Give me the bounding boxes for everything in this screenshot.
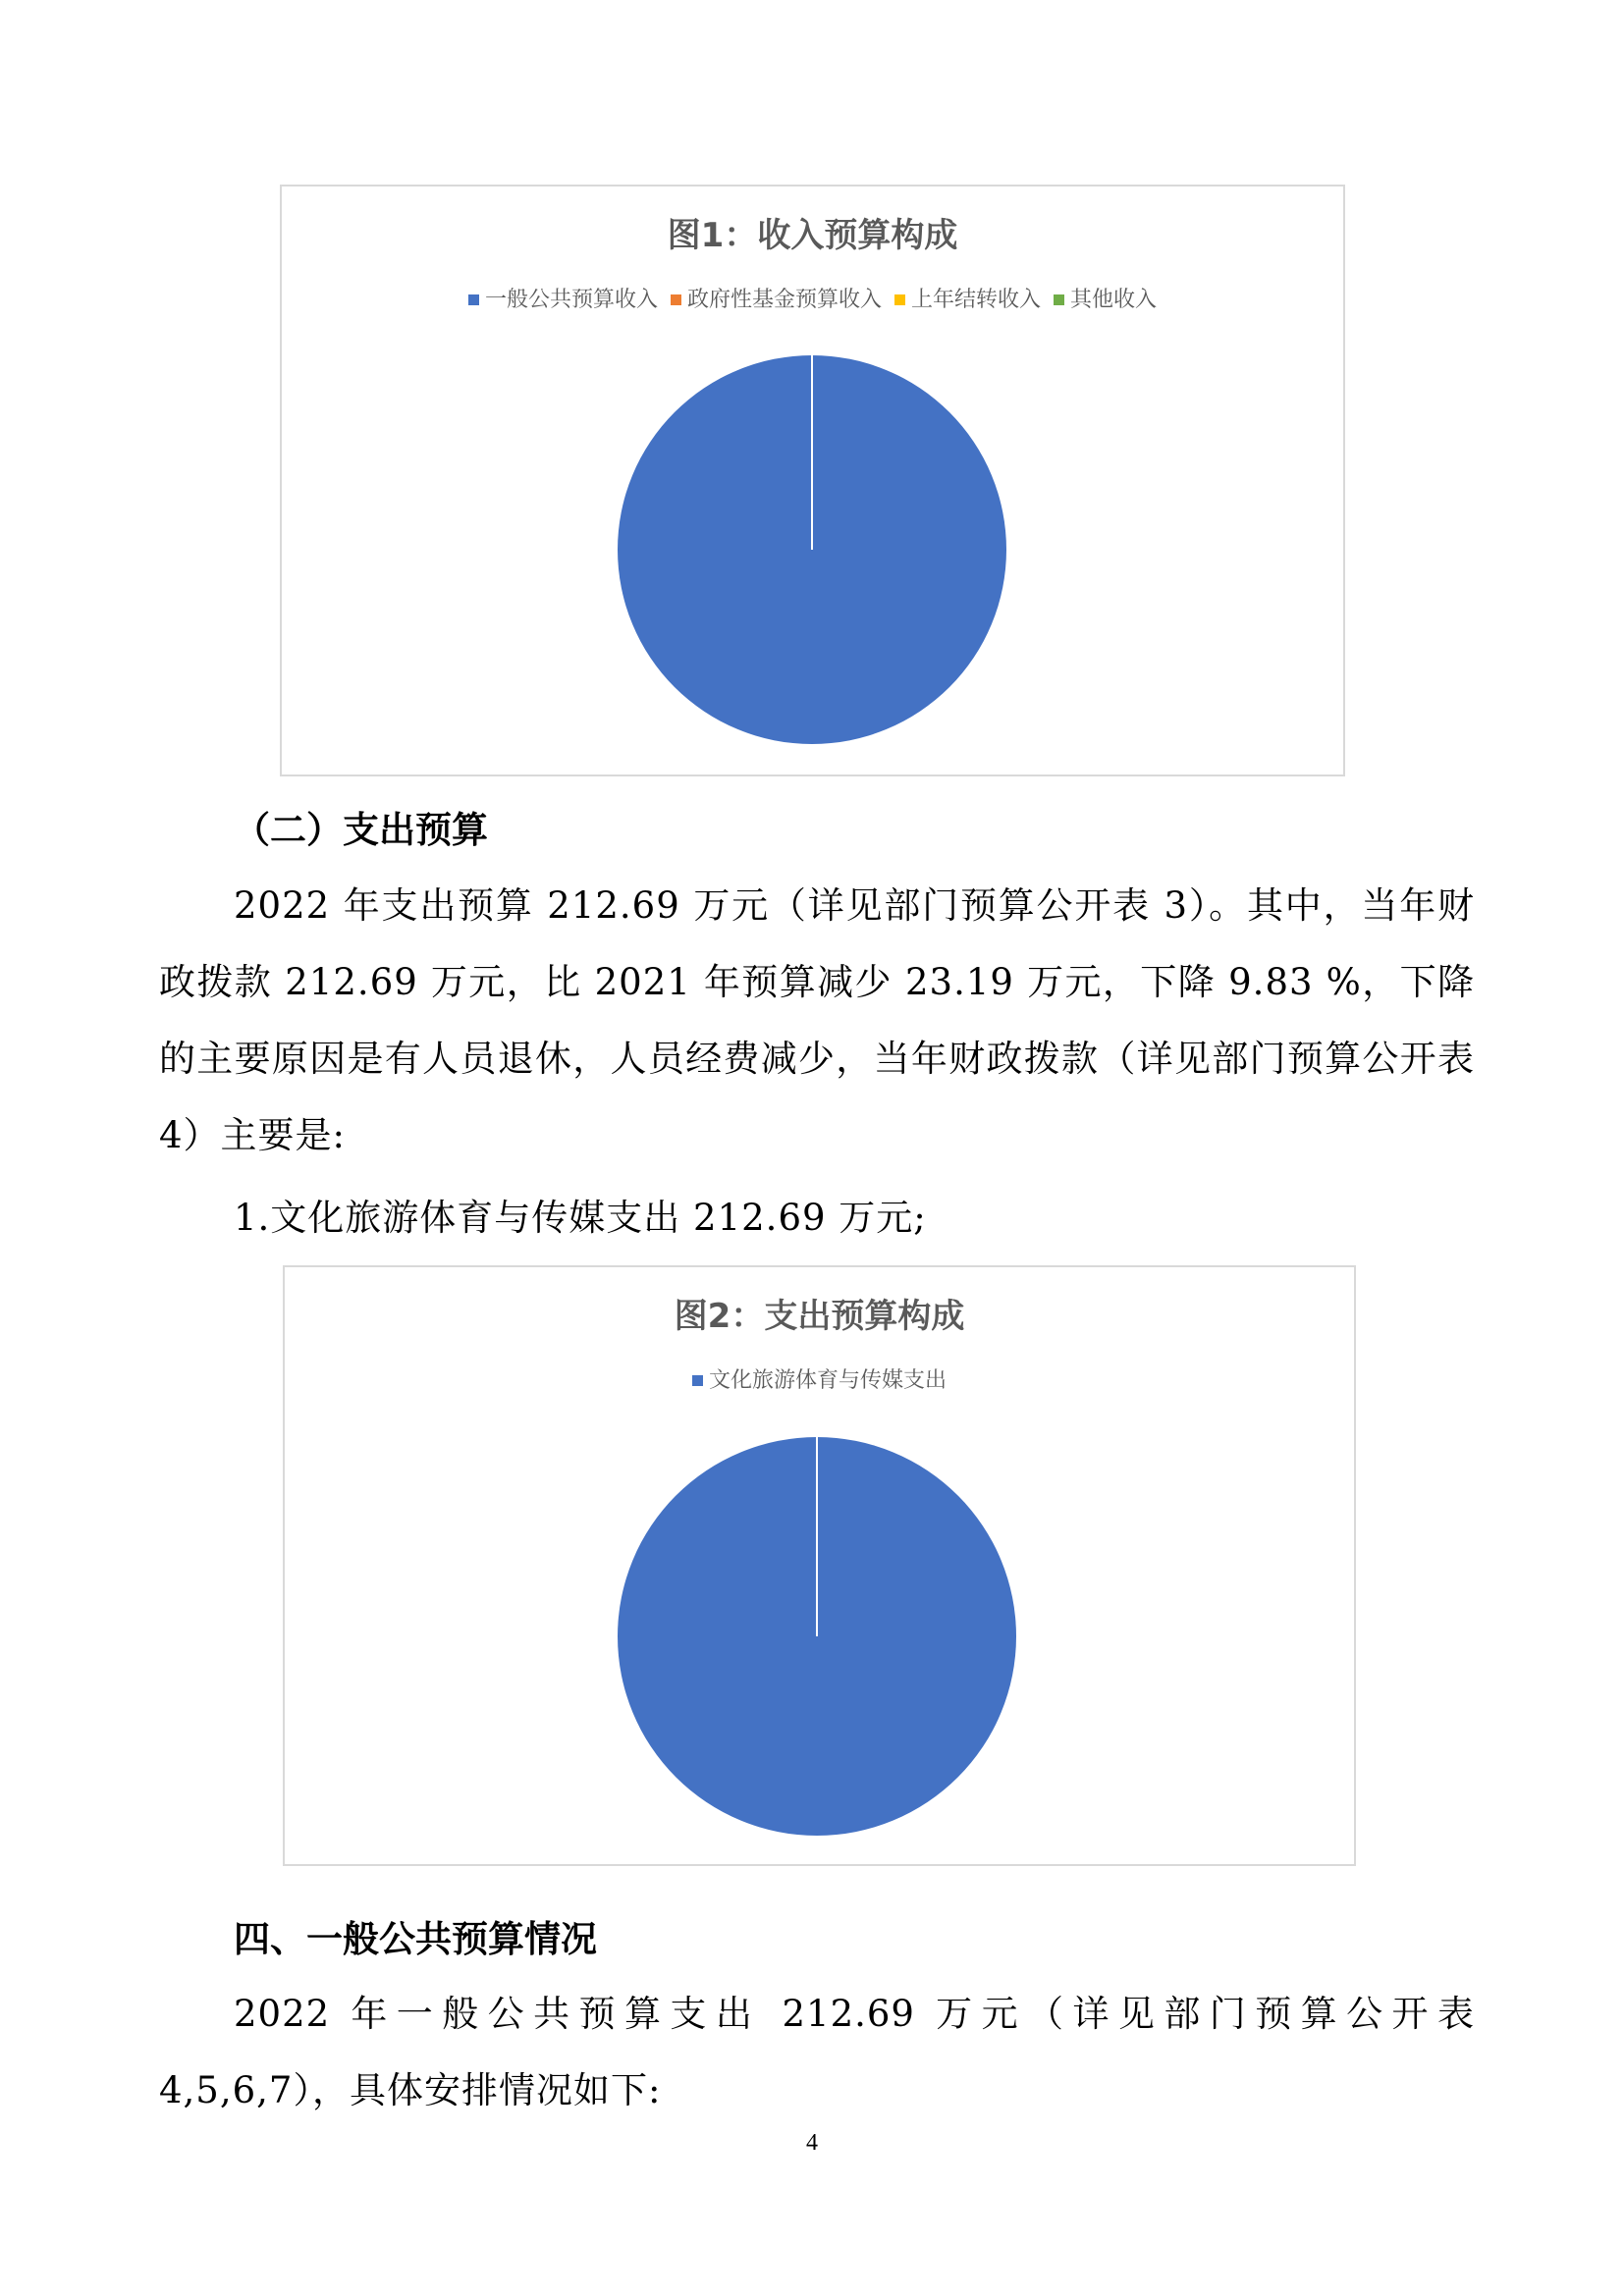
legend-swatch — [468, 294, 479, 305]
legend-label: 一般公共预算收入 — [484, 288, 658, 312]
expenditure-pie — [616, 1435, 1018, 1838]
legend-swatch — [894, 294, 905, 305]
legend-label: 政府性基金预算收入 — [686, 288, 882, 312]
legend-label: 上年结转收入 — [911, 288, 1042, 312]
legend-item — [894, 283, 1041, 313]
legend-item — [1054, 283, 1157, 313]
income-pie — [616, 353, 1008, 746]
legend-swatch — [1054, 294, 1064, 305]
legend-label: 其他收入 — [1070, 288, 1158, 312]
chart-title: 图2：支出预算构成 — [674, 1297, 965, 1336]
legend-label: 文化旅游体育与传媒支出 — [708, 1368, 947, 1393]
chart-title: 图1：收入预算构成 — [667, 216, 958, 255]
legend-swatch — [671, 294, 681, 305]
expenditure-budget-chart — [283, 1265, 1356, 1866]
section-heading-expenditure: （二）支出预算 — [234, 809, 488, 851]
expenditure-item-1: 1.文化旅游体育与传媒支出 212.69 万元; — [234, 1197, 927, 1239]
general-budget-paragraph: 2022 年一般公共预算支出 212.69 万元（详见部门预算公开表 4,5,6,7），具体安排情况如下: — [159, 1993, 1475, 2111]
legend-item — [692, 1363, 947, 1394]
income-budget-chart — [280, 185, 1345, 776]
page-number: 4 — [806, 2130, 818, 2156]
legend-swatch — [692, 1375, 703, 1386]
legend-item — [468, 283, 658, 313]
expenditure-paragraph: 2022 年支出预算 212.69 万元（详见部门预算公开表 3）。其中，当年财政拨款 212.69 万元，比 2021 年预算减少 23.19 万元，下降 9.83 %，下降的主要原因是有人员退休，人员经费减少，当年财政拨款（详见部门预算公开表 4）主要是: — [159, 884, 1475, 1156]
legend-item — [671, 283, 882, 313]
chart-legend — [285, 1363, 1354, 1394]
chart-legend — [282, 283, 1343, 313]
section-heading-general-budget: 四、一般公共预算情况 — [234, 1918, 597, 1960]
